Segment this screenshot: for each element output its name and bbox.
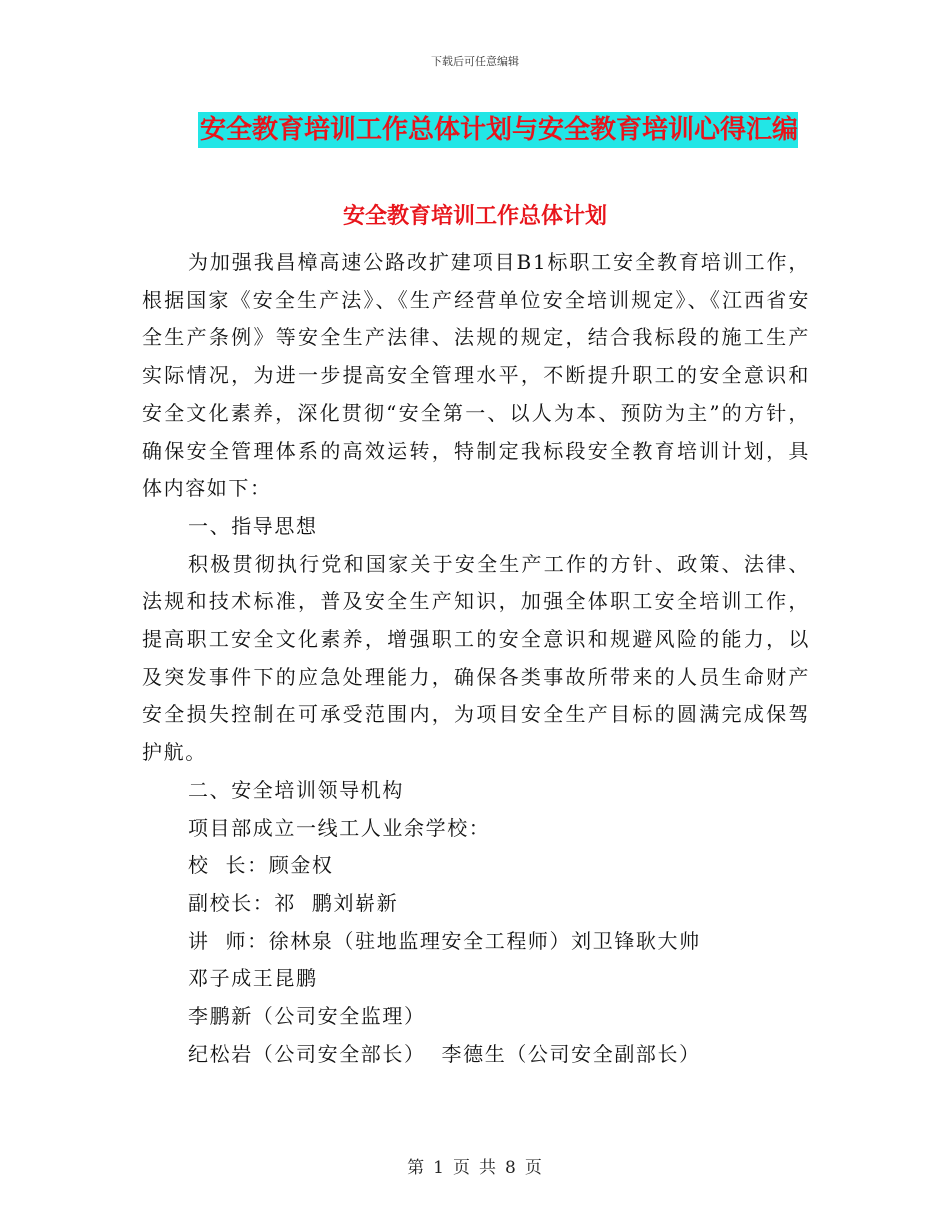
footer-page-word: 页 (453, 1158, 471, 1178)
main-title-container (0, 112, 950, 148)
footer-suffix: 页 (524, 1158, 543, 1178)
intro-paragraph: 为加强我昌樟高速公路改扩建项目B1标职工安全教育培训工作，根据国家《安全生产法》、《生产经营单位安全培训规定》、《江西省安全生产条例》等安全生产法律、法规的规定，结合我标段的施工生产实际情况，为进一步提高安全管理水平，不断提升职工的安全意识和安全文化素养，深化贯彻“安全第一、以人为本、预防为主”的方针，确保安全管理体系的高效运转，特制定我标段安全教育培训计划，具体内容如下： (142, 250, 810, 501)
footer-total-pages: 8 (505, 1158, 517, 1178)
heading-guiding-ideology: 一、指导思想 (188, 513, 318, 538)
guiding-ideology-paragraph: 积极贯彻执行党和国家关于安全生产工作的方针、政策、法律、法规和技术标准，普及安全生产知识，加强全体职工安全培训工作，提高职工安全文化素养，增强职工的安全意识和规避风险的能力，以及突发事件下的应急处理能力，确保各类事故所带来的人员生命财产安全损失控制在可承受范围内，为项目安全生产目标的圆满完成保驾护航。 (142, 551, 810, 765)
vice-principal-line: 副校长：祁 鹏刘崭新 (188, 890, 399, 915)
school-intro-line: 项目部成立一线工人业余学校： (188, 815, 491, 840)
page-footer (0, 1153, 950, 1178)
lecturer-line-4: 纪松岩（公司安全部长） 李德生（公司安全副部长） (188, 1041, 701, 1066)
header-note: 下载后可任意编辑 (431, 55, 519, 68)
lecturer-line-2: 邓子成王昆鹏 (188, 966, 318, 991)
heading-leadership: 二、安全培训领导机构 (188, 777, 404, 802)
footer-total-word: 共 (479, 1158, 497, 1178)
lecturer-line-3: 李鹏新（公司安全监理） (188, 1004, 426, 1029)
footer-page-number: 1 (433, 1158, 445, 1178)
section-title: 安全教育培训工作总体计划 (342, 203, 607, 229)
footer-prefix: 第 (407, 1158, 426, 1178)
main-title: 安全教育培训工作总体计划与安全教育培训心得汇编 (198, 112, 798, 148)
lecturer-line: 讲 师：徐林泉（驻地监理安全工程师）刘卫锋耿大帅 (188, 928, 701, 953)
document-body (142, 244, 810, 1073)
principal-line: 校 长：顾金权 (188, 853, 334, 878)
